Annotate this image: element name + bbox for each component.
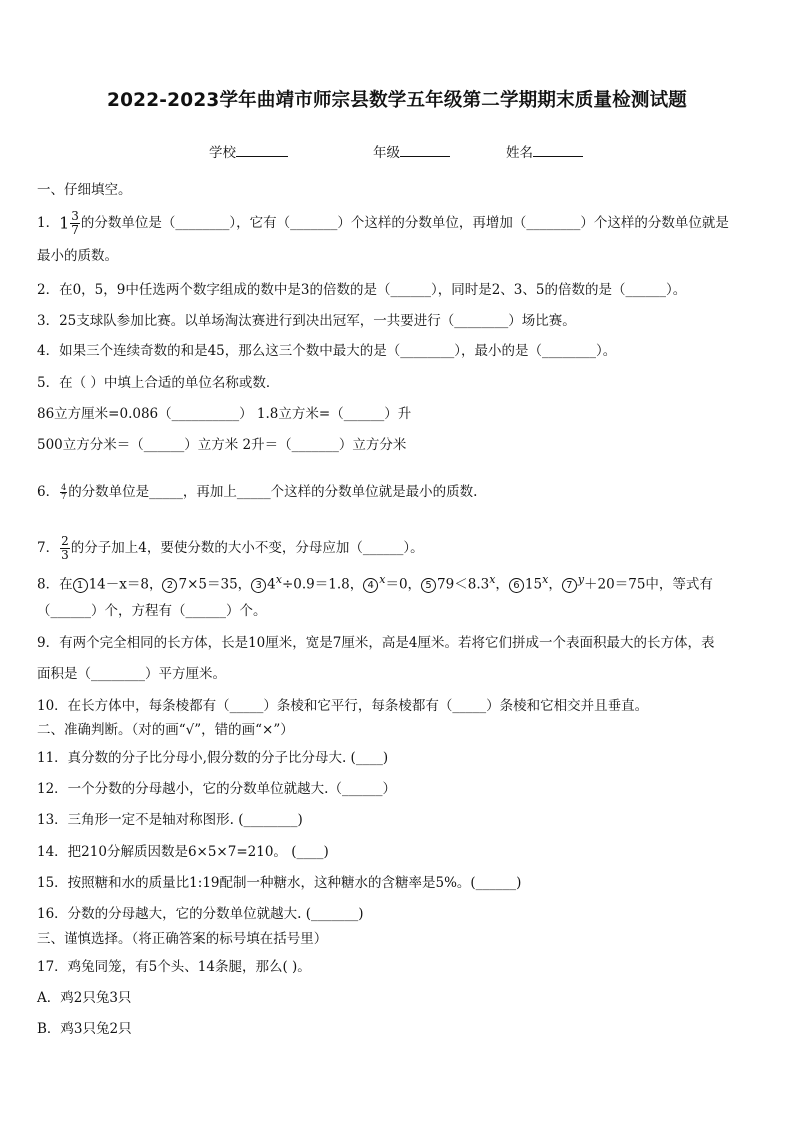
q8-var-4: x [379,573,386,586]
q7-number: 7． [37,540,60,556]
q7-frac-den: 3 [61,548,69,562]
question-7 [37,535,424,562]
q8-item-1: 14－x＝8， [88,576,163,593]
q1-number: 1． [37,215,60,231]
school-blank[interactable] [236,142,288,157]
q6-frac-num: 4 [61,483,67,492]
option-a: A．鸡2只兔3只 [37,990,132,1006]
q8-item-3a: 4 [267,576,276,593]
q6-fraction [60,484,67,501]
question-11: 11．真分数的分子比分母小,假分数的分子比分母大. (____) [37,750,389,766]
question-1 [37,210,729,237]
grade-field[interactable] [373,141,450,161]
question-12: 12．一个分数的分母越小，它的分数单位就越大.（______） [37,781,396,797]
circled-number-6: 6 [509,578,524,593]
q8-lead: 8．在 [37,576,73,593]
grade-label: 年级 [373,145,400,161]
q6-number: 6． [37,484,60,500]
question-16: 16．分数的分母越大，它的分数单位就越大. (_______) [37,906,364,922]
question-2: 2．在0，5，9中任选两个数字组成的数中是3的倍数的是（______），同时是2、3、5的倍数的是（______）。 [37,282,687,298]
grade-blank[interactable] [400,142,450,157]
name-field[interactable] [506,141,583,161]
question-1-cont: 最小的质数。 [37,248,118,264]
question-9: 9．有两个完全相同的长方体，长是10厘米，宽是7厘米，高是4厘米。若将它们拼成一个表面积最大的长方体，表 [37,635,715,651]
school-field[interactable] [209,141,288,161]
question-6 [37,483,477,501]
question-4: 4．如果三个连续奇数的和是45，那么这三个数中最大的是（________），最小的是（________）。 [37,343,617,359]
q1-frac-num: 3 [71,209,79,223]
circled-number-5: 5 [421,578,436,593]
q8-var-3: x [275,573,282,586]
q7-text: 的分子加上4，要使分数的大小不变，分母应加（______）。 [70,540,424,556]
question-10: 10．在长方体中，每条棱都有（_____）条棱和它平行，每条棱都有（_____）条棱和它相交并且垂直。 [37,698,649,714]
q8-var-5: x [489,573,496,586]
section-1-heading: 一、仔细填空。 [37,182,132,198]
q8-item-6: 15 [524,576,543,593]
q8-item-3b: ÷0.9＝1.8， [281,576,364,593]
q8-item-2: 7×5＝35， [178,576,252,593]
question-9-line-2: 面积是（________）平方厘米。 [37,666,226,682]
question-8: 8．在 1 14－x＝8， 2 7×5＝35， 3 $4^x\div 0.9=1.8$， 4 $^x$＝0， 5 $79<8.3^x$， 6 15$^x$， 7 $^y$＋20＝75中，等式有 [37,573,713,593]
name-blank[interactable] [533,142,583,157]
circled-number-4: 4 [363,578,378,593]
q8-var-6: x [542,573,549,586]
section-3-heading: 三、谨慎选择。（将正确答案的标号填在括号里） [37,931,328,947]
circled-number-2: 2 [162,578,177,593]
q1-frac-den: 7 [71,223,79,237]
q1-text-a: 的分数单位是（________），它有（_______）个这样的分数单位，再增加（________）个这样的分数单位就是 [80,215,729,231]
q7-frac-num: 2 [61,534,69,548]
question-8-line-2: （______）个，方程有（______）个。 [37,603,267,619]
q8-item-7: ＋20＝75中，等式有 [584,576,713,593]
question-5-line-1: 86立方厘米=0.086（__________） 1.8立方米=（______）升 [37,406,412,422]
circled-number-3: 3 [251,578,266,593]
q8-var-7: y [577,573,585,586]
q8-item-5: 79＜8.3 [437,576,490,593]
question-17: 17．鸡兔同笼，有5个头、14条腿，那么( )。 [37,959,311,975]
question-5: 5．在（ ）中填上合适的单位名称或数． [37,375,280,391]
option-b: B．鸡3只兔2只 [37,1021,132,1037]
q7-fraction [60,535,70,562]
question-15: 15．按照糖和水的质量比1:19配制一种糖水，这种糖水的含糖率是5%。(______) [37,875,522,891]
section-2-heading: 二、准确判断。（对的画“√”，错的画“×”） [37,722,294,738]
q6-frac-den: 7 [61,492,67,501]
q6-text: 的分数单位是_____，再加上_____个这样的分数单位就是最小的质数. [68,484,478,500]
circled-number-7: 7 [562,578,577,593]
question-5-line-2: 500立方分米＝（______）立方米 2升＝（_______）立方分米 [37,437,407,453]
question-14: 14．把210分解质因数是6×5×7=210。 (____) [37,844,329,860]
q1-whole: 1 [59,213,70,233]
question-3: 3．25支球队参加比赛。以单场淘汰赛进行到决出冠军，一共要进行（________）场比赛。 [37,313,576,329]
school-label: 学校 [209,145,236,161]
name-label: 姓名 [506,145,533,161]
q8-item-4: ＝0， [385,576,422,593]
circled-number-1: 1 [73,578,88,593]
question-13: 13．三角形一定不是轴对称图形. (________) [37,812,303,828]
page-title: 2022-2023学年曲靖市师宗县数学五年级第二学期期末质量检测试题 [107,90,687,111]
q1-fraction [70,210,80,237]
